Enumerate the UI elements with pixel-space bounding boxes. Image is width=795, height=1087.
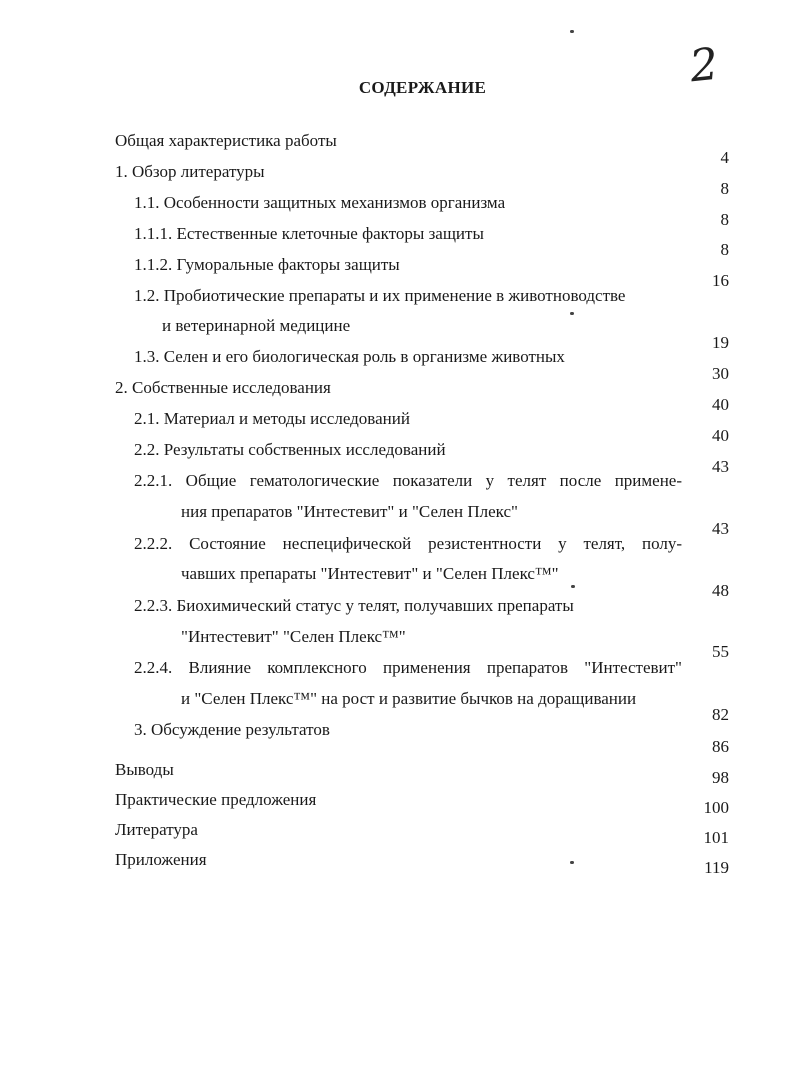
scan-speck (570, 30, 574, 33)
toc-page-number: 4 (720, 148, 729, 167)
toc-page-number: 48 (712, 581, 729, 600)
toc-page-number: 119 (704, 858, 729, 877)
toc-entry-text: 2.2.4. Влияние комплексного применения препаратов "Интестевит" (134, 658, 682, 677)
handwritten-page-number: 2 (687, 38, 721, 93)
toc-page-number: 8 (720, 240, 729, 259)
toc-entry-text: 2. Собственные исследования (115, 378, 331, 397)
toc-entry-text: 1.3. Селен и его биологическая роль в организме животных (134, 347, 565, 366)
toc-page-number: 100 (703, 798, 729, 817)
toc-entry-text: 2.2.3. Биохимический статус у телят, получавших препараты (134, 596, 574, 615)
toc-entry-text: ния препаратов "Интестевит" и "Селен Плекс" (181, 502, 518, 521)
toc-entry-text: Литература (115, 820, 198, 839)
toc-page-number: 82 (712, 705, 729, 724)
toc-page-number: 16 (712, 271, 729, 290)
toc-page-number: 101 (703, 828, 729, 847)
toc-entry-text: Выводы (115, 760, 174, 779)
toc-entry-text: 3. Обсуждение результатов (134, 720, 330, 739)
toc-page-number: 55 (712, 642, 729, 661)
page-title: СОДЕРЖАНИЕ (358, 78, 487, 97)
toc-entry-text: 1.2. Пробиотические препараты и их применение в животноводстве (134, 286, 626, 305)
toc-entry-text: 2.2. Результаты собственных исследований (134, 440, 446, 459)
toc-entry-text: 2.2.1. Общие гематологические показатели у телят после примене- (134, 471, 682, 490)
toc-entry-text: 2.1. Материал и методы исследований (134, 409, 410, 428)
toc-entry-text: и "Селен Плекс™" на рост и развитие бычков на доращивании (181, 689, 637, 708)
toc-entry-text: 1. Обзор литературы (115, 162, 265, 181)
toc-entry-text: 1.1.2. Гуморальные факторы защиты (134, 255, 400, 274)
toc-entry-text: 2.2.2. Состояние неспецифической резистентности у телят, полу- (134, 534, 682, 553)
toc-entry-text: чавших препараты "Интестевит" и "Селен Плекс™" (181, 564, 559, 583)
toc-page-number: 8 (720, 210, 729, 229)
toc-page-number: 43 (712, 457, 729, 476)
toc-page-number: 19 (712, 333, 729, 352)
scan-speck (571, 585, 575, 588)
toc-entry-text: 1.1. Особенности защитных механизмов организма (134, 193, 506, 212)
toc-page-number: 98 (712, 768, 729, 787)
scan-speck (570, 861, 574, 864)
toc-entry-text: 1.1.1. Естественные клеточные факторы защиты (134, 224, 484, 243)
toc-page-number: 86 (712, 737, 729, 756)
toc-page-number: 40 (712, 426, 729, 445)
toc-entry-text: и ветеринарной медицине (162, 316, 351, 335)
toc-entry-text: "Интестевит" "Селен Плекс™" (181, 627, 406, 646)
toc-page-number: 40 (712, 395, 729, 414)
toc-page-number: 8 (720, 179, 729, 198)
toc-page-number: 43 (712, 519, 729, 538)
toc-page-number: 30 (712, 364, 729, 383)
scan-speck (570, 312, 574, 315)
toc-entry-text: Практические предложения (115, 790, 317, 809)
toc-entry-text: Общая характеристика работы (115, 131, 337, 150)
toc-entry-text: Приложения (115, 850, 207, 869)
